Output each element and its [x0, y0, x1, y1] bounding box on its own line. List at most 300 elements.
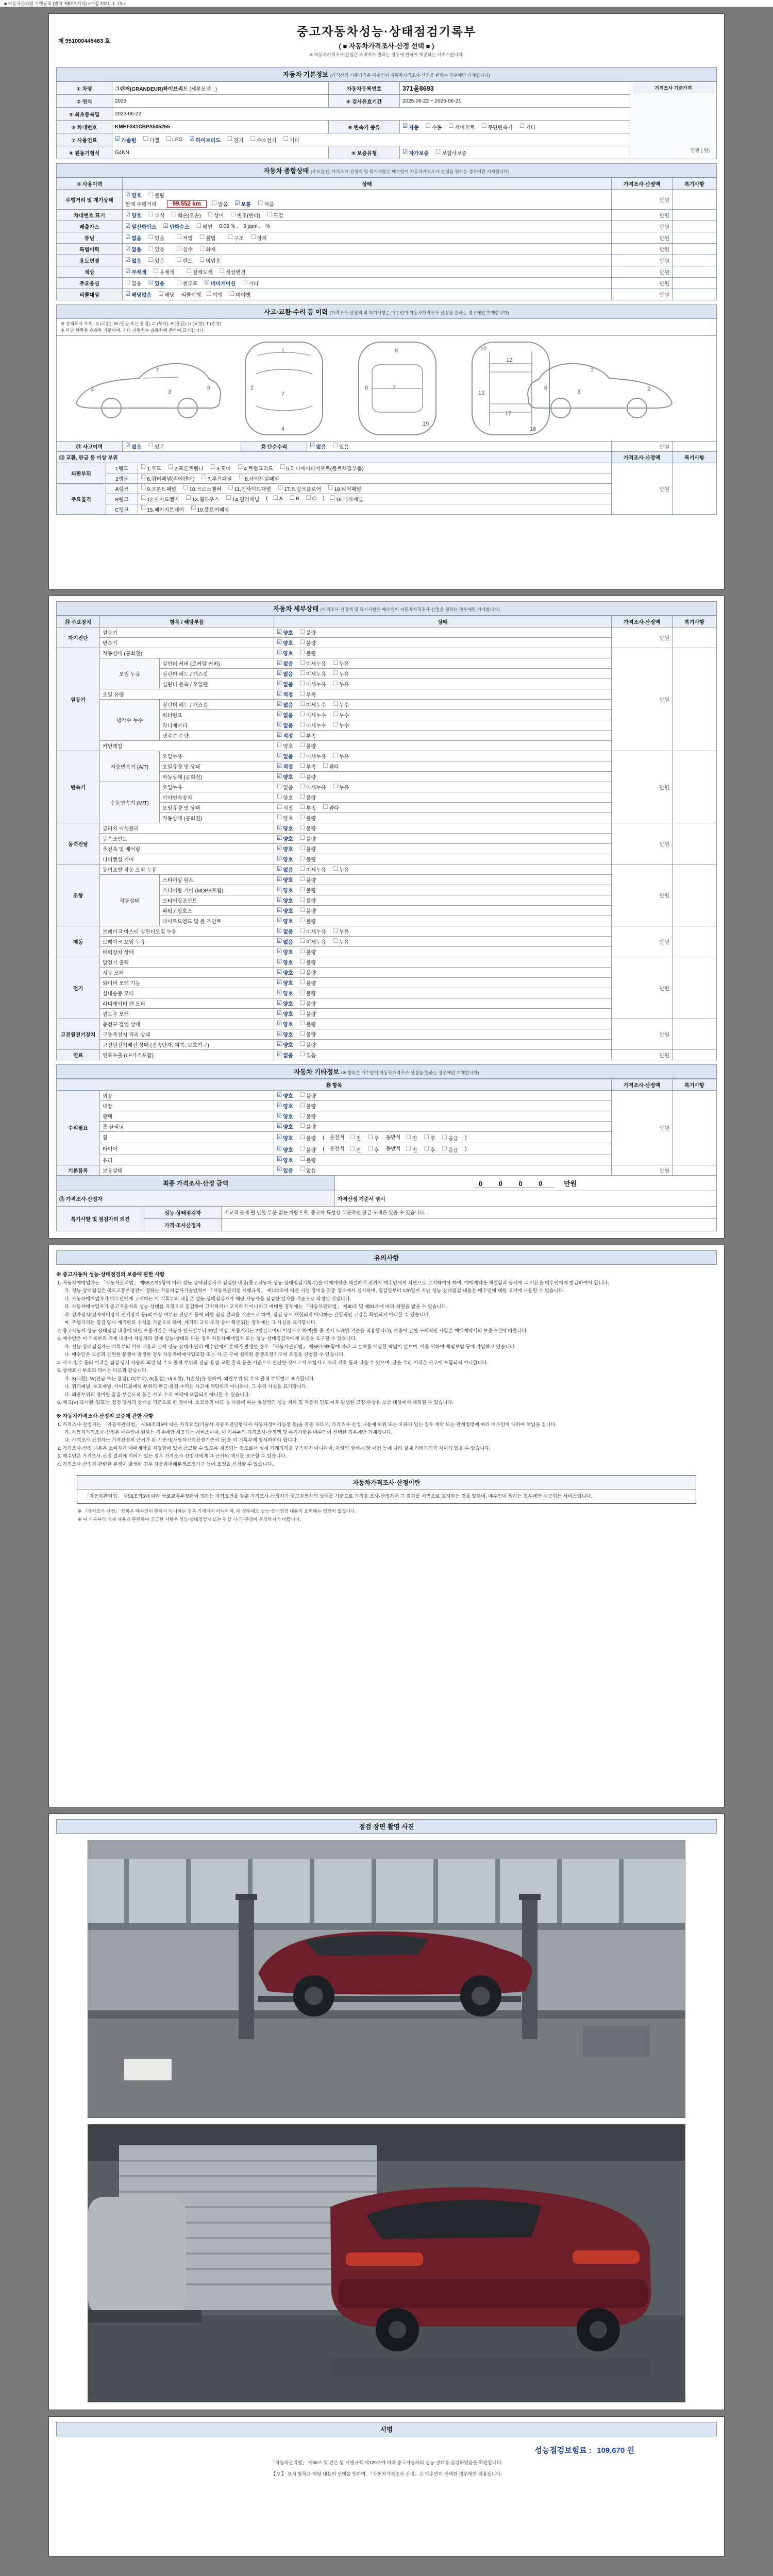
- checkbox-unchecked[interactable]: [323, 804, 339, 811]
- checkbox-unchecked[interactable]: [176, 234, 193, 242]
- checkbox-checked[interactable]: [277, 762, 293, 770]
- checkbox-unchecked[interactable]: [300, 762, 316, 770]
- basic-info-table: [56, 81, 717, 159]
- checkbox-unchecked[interactable]: [300, 907, 316, 914]
- checkbox-label: 가솔린: [121, 138, 137, 144]
- checkbox-unchecked[interactable]: [176, 257, 193, 264]
- checkbox-checked[interactable]: [148, 279, 165, 287]
- checkbox-unchecked[interactable]: [191, 505, 229, 513]
- checkbox-unchecked[interactable]: [300, 999, 316, 1007]
- checkbox-unchecked[interactable]: [206, 291, 223, 298]
- checkbox-checked[interactable]: [125, 223, 157, 230]
- checkbox-unchecked[interactable]: [220, 268, 246, 276]
- checkbox-checked[interactable]: [277, 1010, 293, 1018]
- checkbox-unchecked[interactable]: [141, 505, 184, 513]
- checkbox-checked[interactable]: [277, 938, 293, 945]
- checkbox-unchecked[interactable]: [300, 732, 316, 739]
- checkbox-checked[interactable]: [277, 1092, 293, 1099]
- checkbox-unchecked[interactable]: [125, 279, 142, 287]
- checkbox-label: 보험사보증: [442, 150, 467, 157]
- item-state: [274, 1050, 612, 1060]
- checkbox-checked[interactable]: [277, 958, 293, 966]
- checkbox-unchecked[interactable]: [448, 123, 475, 131]
- checkbox-checked[interactable]: [277, 989, 293, 997]
- checkbox-unchecked[interactable]: [212, 200, 228, 208]
- checkbox-unchecked[interactable]: [333, 670, 349, 677]
- checkbox-checked[interactable]: [277, 1134, 293, 1142]
- checkbox-unchecked[interactable]: [300, 1134, 316, 1142]
- checkbox-unchecked[interactable]: [141, 474, 195, 482]
- notice-paragraph: 가. X(교환), W(판금 또는 용접), C(부식), A(흠집), U(요철), T(손상)을 뜻하며, 외판부위 및 주요 골격 부위별로 표기합니다.: [64, 1376, 315, 1381]
- checkbox-unchecked[interactable]: [300, 1030, 316, 1038]
- checkbox-label: 11.인사이드패널: [234, 486, 271, 493]
- checkbox-label: 6.쿼터패널(리어펜더): [147, 476, 195, 482]
- checkbox-unchecked[interactable]: [368, 1134, 379, 1142]
- checkbox-checked[interactable]: [277, 659, 293, 667]
- checkbox-checked[interactable]: [277, 1051, 293, 1059]
- checkbox-unchecked[interactable]: [143, 136, 159, 144]
- checkbox-unchecked[interactable]: [153, 268, 174, 276]
- inline-label: ): [465, 1135, 467, 1141]
- checkbox-checked[interactable]: [277, 979, 293, 987]
- checkbox-unchecked[interactable]: [333, 783, 349, 791]
- note-cell: [673, 1165, 717, 1175]
- checkbox-label: 상이: [214, 213, 224, 219]
- photo-garage-svg: [88, 2125, 685, 2402]
- checkbox-unchecked[interactable]: [300, 1102, 316, 1110]
- checkbox-checked[interactable]: [277, 670, 293, 677]
- checkbox-unchecked[interactable]: [168, 464, 204, 472]
- checkbox-unchecked[interactable]: [300, 1112, 316, 1120]
- checkbox-unchecked[interactable]: [141, 485, 176, 493]
- checkbox-unchecked[interactable]: [306, 496, 316, 502]
- checkbox-unchecked[interactable]: [176, 279, 197, 287]
- checkbox-unchecked[interactable]: [300, 721, 326, 729]
- notice-paragraph: 다. 자동차매매업자가 중고자동차의 성능·상태를 거짓으로 점검하여 고지하거나 고지하지 아니하고 매매한 경우에는 「자동차관리법」 제80조 및 제81조에 따라 처벌을 받을 수 있습니다.: [64, 1304, 448, 1310]
- checkbox-unchecked[interactable]: [333, 659, 349, 667]
- state-line: [125, 290, 609, 299]
- row-state: [123, 255, 612, 266]
- table-row: [57, 278, 717, 289]
- checkbox-checked[interactable]: [189, 136, 221, 144]
- opinion-table: [56, 1206, 717, 1231]
- checkbox-unchecked[interactable]: [226, 495, 259, 503]
- state-line: [125, 245, 609, 253]
- checkbox-unchecked[interactable]: [481, 123, 513, 131]
- checkbox-label: 불량: [306, 1114, 316, 1120]
- checkbox-unchecked[interactable]: [333, 866, 349, 873]
- price-cell: 만원: [612, 865, 673, 926]
- checkbox-unchecked[interactable]: [300, 969, 316, 976]
- frame-label: 주요골격: [57, 483, 106, 514]
- checkbox-checked[interactable]: [277, 866, 293, 873]
- checkbox-checked[interactable]: [277, 835, 293, 842]
- checkbox-unchecked[interactable]: [435, 149, 467, 157]
- checkbox-unchecked[interactable]: [300, 783, 326, 791]
- checkbox-label: 장치: [257, 236, 267, 242]
- checkbox-icon: ☐: [176, 234, 182, 241]
- checkbox-unchecked[interactable]: [300, 670, 326, 677]
- checkbox-unchecked[interactable]: [148, 443, 165, 450]
- checkbox-unchecked[interactable]: [442, 1146, 459, 1154]
- checkbox-unchecked[interactable]: [290, 496, 299, 502]
- checkbox-unchecked[interactable]: [277, 793, 293, 801]
- checkbox-unchecked[interactable]: [333, 721, 349, 729]
- checkbox-unchecked[interactable]: [300, 1166, 316, 1174]
- table-row: [57, 232, 717, 244]
- checkbox-unchecked[interactable]: [267, 211, 283, 219]
- checkbox-checked[interactable]: [277, 639, 293, 647]
- checkbox-unchecked[interactable]: [329, 495, 363, 503]
- checkbox-unchecked[interactable]: [300, 742, 316, 750]
- checkbox-checked[interactable]: [125, 257, 142, 264]
- form-reference-text: ■ 자동차관리법 시행규칙 [별지 제82호서식] <개정 2021. 1. 19.>: [4, 1, 126, 6]
- checkbox-checked[interactable]: [277, 773, 293, 781]
- checkbox-checked[interactable]: [402, 149, 429, 157]
- checkbox-checked[interactable]: [277, 701, 293, 708]
- checkbox-checked[interactable]: [277, 732, 293, 739]
- checkbox-checked[interactable]: [277, 1112, 293, 1120]
- checkbox-unchecked[interactable]: [300, 690, 316, 698]
- checkbox-icon: ☑: [277, 886, 282, 893]
- checkbox-icon: ☑: [277, 866, 282, 872]
- checkbox-label: 누유: [339, 662, 349, 667]
- checkbox-unchecked[interactable]: [300, 659, 326, 667]
- checkbox-checked[interactable]: [277, 927, 293, 935]
- table-row: [57, 865, 717, 875]
- group-label: 원동기: [57, 648, 100, 751]
- checkbox-unchecked[interactable]: [300, 979, 316, 987]
- checkbox-label: 1.후드: [147, 466, 161, 472]
- note-cell: [673, 628, 717, 648]
- checkbox-label: 15.패키지트레이: [147, 507, 184, 513]
- checkbox-label: 없음: [306, 1168, 316, 1174]
- checkbox-unchecked[interactable]: [196, 223, 213, 230]
- checkbox-unchecked[interactable]: [148, 211, 165, 219]
- checkbox-checked[interactable]: [277, 824, 293, 832]
- checkbox-unchecked[interactable]: [424, 1146, 435, 1154]
- checkbox-unchecked[interactable]: [300, 958, 316, 966]
- checkbox-unchecked[interactable]: [300, 629, 316, 636]
- checkbox-unchecked[interactable]: [424, 1134, 435, 1142]
- checkbox-unchecked[interactable]: [148, 234, 165, 242]
- checkbox-checked[interactable]: [402, 123, 419, 131]
- inline-label: %: [265, 224, 271, 229]
- checkbox-checked[interactable]: [277, 896, 293, 904]
- checkbox-unchecked[interactable]: [199, 245, 216, 253]
- checkbox-unchecked[interactable]: [183, 485, 222, 493]
- item-state: [274, 1155, 612, 1165]
- price-cell: 만원: [612, 628, 673, 648]
- checkbox-checked[interactable]: [277, 876, 293, 884]
- checkbox-unchecked[interactable]: [519, 123, 536, 131]
- checkbox-checked[interactable]: [277, 855, 293, 863]
- checkbox-unchecked[interactable]: [300, 701, 326, 708]
- checkbox-checked[interactable]: [277, 907, 293, 914]
- rank-label: C랭크: [106, 504, 138, 514]
- checkbox-checked[interactable]: [277, 1020, 293, 1028]
- checkbox-checked[interactable]: [163, 223, 190, 230]
- checkbox-unchecked[interactable]: [199, 234, 216, 242]
- checkbox-checked[interactable]: [125, 245, 142, 253]
- checkbox-icon: ☑: [125, 268, 131, 275]
- checkbox-unchecked[interactable]: [199, 257, 221, 264]
- checkbox-unchecked[interactable]: [141, 495, 179, 503]
- checkbox-checked[interactable]: [125, 191, 142, 199]
- checkbox-icon: ☑: [277, 1010, 282, 1016]
- checkbox-unchecked[interactable]: [277, 804, 293, 811]
- checkbox-label: 불량: [306, 888, 316, 894]
- checkbox-icon: ☐: [299, 1041, 305, 1047]
- checkbox-unchecked[interactable]: [300, 886, 316, 894]
- engine-value: G4NN: [112, 146, 329, 159]
- checkbox-checked[interactable]: [277, 1030, 293, 1038]
- item-label: 내장: [100, 1101, 274, 1111]
- item-label: 실린더 헤드 / 개스킷: [160, 700, 274, 710]
- checkbox-unchecked[interactable]: [300, 1123, 316, 1130]
- checkbox-checked[interactable]: [125, 291, 152, 298]
- checkbox-unchecked[interactable]: [300, 845, 316, 853]
- checkbox-checked[interactable]: [277, 1146, 293, 1154]
- checkbox-unchecked[interactable]: [328, 485, 361, 493]
- checkbox-unchecked[interactable]: [300, 896, 316, 904]
- checkbox-unchecked[interactable]: [280, 464, 364, 472]
- checkbox-unchecked[interactable]: [258, 200, 274, 208]
- checkbox-unchecked[interactable]: [300, 814, 316, 822]
- checkbox-icon: ☑: [277, 732, 282, 738]
- checkbox-unchecked[interactable]: [300, 793, 316, 801]
- checkbox-checked[interactable]: [277, 999, 293, 1007]
- checkbox-checked[interactable]: [234, 200, 251, 208]
- checkbox-icon: ☑: [277, 1134, 282, 1141]
- checkbox-unchecked[interactable]: [300, 1041, 316, 1048]
- checkbox-unchecked[interactable]: [300, 917, 316, 925]
- checkbox-label: 누유: [339, 682, 349, 688]
- checkbox-label: 썬루프: [182, 281, 198, 287]
- checkbox-checked[interactable]: [125, 268, 146, 276]
- checkbox-unchecked[interactable]: [300, 1156, 316, 1164]
- car-damage-diagram: [56, 336, 717, 442]
- checkbox-unchecked[interactable]: [323, 762, 339, 770]
- checkbox-unchecked[interactable]: [333, 752, 349, 760]
- inline-label: 운전석: [329, 1146, 345, 1153]
- checkbox-unchecked[interactable]: [208, 211, 224, 219]
- checkbox-checked[interactable]: [277, 1123, 293, 1130]
- checkbox-unchecked[interactable]: [201, 474, 232, 482]
- checkbox-unchecked[interactable]: [250, 136, 277, 144]
- checkbox-unchecked[interactable]: [300, 1146, 316, 1154]
- checkbox-label: 양호: [283, 816, 293, 822]
- checkbox-unchecked[interactable]: [300, 1010, 316, 1018]
- checkbox-checked[interactable]: [277, 1102, 293, 1110]
- checkbox-checked[interactable]: [115, 136, 136, 144]
- checkbox-icon: ☑: [148, 279, 154, 286]
- checkbox-unchecked[interactable]: [239, 474, 279, 482]
- checkbox-checked[interactable]: [277, 969, 293, 976]
- item-label: 타이로드엔드 및 볼 조인트: [160, 916, 274, 926]
- table-row: [57, 255, 717, 266]
- checkbox-unchecked[interactable]: [300, 1020, 316, 1028]
- checkbox-unchecked[interactable]: [333, 701, 349, 708]
- item-label: 실린더 블록 / 오일팬: [160, 679, 274, 689]
- checkbox-icon: ☐: [332, 659, 338, 666]
- checkbox-unchecked[interactable]: [238, 464, 273, 472]
- svg-text:12: 12: [506, 357, 513, 363]
- checkbox-checked[interactable]: [277, 1041, 293, 1048]
- checkbox-icon: ☐: [299, 948, 305, 955]
- checkbox-unchecked[interactable]: [300, 876, 316, 884]
- checkbox-unchecked[interactable]: [350, 1146, 361, 1154]
- checkbox-label: 불량: [306, 971, 316, 976]
- checkbox-unchecked[interactable]: [158, 291, 175, 298]
- checkbox-label: 미이행: [236, 293, 251, 298]
- checkbox-unchecked[interactable]: [300, 639, 316, 647]
- checkbox-unchecked[interactable]: [228, 234, 244, 242]
- item-state: [274, 761, 612, 772]
- checkbox-unchecked[interactable]: [300, 649, 316, 657]
- checkbox-unchecked[interactable]: [277, 783, 293, 791]
- checkbox-unchecked[interactable]: [210, 464, 231, 472]
- checkbox-unchecked[interactable]: [333, 443, 349, 450]
- checkbox-label: 부족: [306, 734, 316, 739]
- checkbox-checked[interactable]: [277, 680, 293, 688]
- checkbox-checked[interactable]: [277, 629, 293, 636]
- misc-info-table: [56, 1079, 717, 1176]
- checkbox-label: 변조(변타): [237, 213, 261, 219]
- checkbox-unchecked[interactable]: [148, 191, 165, 199]
- checkbox-unchecked[interactable]: [300, 1051, 316, 1059]
- checkbox-icon: ☑: [277, 958, 282, 965]
- checkbox-checked[interactable]: [277, 690, 293, 698]
- checkbox-icon: ☐: [230, 211, 236, 218]
- checkbox-label: 8.사이드실패널: [245, 476, 279, 482]
- checkbox-unchecked[interactable]: [283, 136, 299, 144]
- checkbox-unchecked[interactable]: [242, 279, 259, 287]
- item-state: [274, 844, 612, 854]
- checkbox-unchecked[interactable]: [300, 927, 326, 935]
- checkbox-checked[interactable]: [310, 443, 326, 450]
- checkbox-unchecked[interactable]: [300, 835, 316, 842]
- checkbox-checked[interactable]: [125, 443, 142, 450]
- checkbox-unchecked[interactable]: [148, 245, 165, 253]
- checkbox-unchecked[interactable]: [333, 927, 349, 935]
- checkbox-checked[interactable]: [277, 752, 293, 760]
- checkbox-checked[interactable]: [125, 234, 142, 242]
- note-cell: [673, 244, 717, 255]
- checkbox-label: 불량: [306, 641, 316, 647]
- checkbox-unchecked[interactable]: [228, 485, 271, 493]
- checkbox-unchecked[interactable]: [273, 496, 283, 502]
- checkbox-checked[interactable]: [277, 721, 293, 729]
- checkbox-unchecked[interactable]: [277, 742, 293, 750]
- checkbox-unchecked[interactable]: [300, 1092, 316, 1099]
- notice-paragraph: 다. 외판부위의 경미한 흠집·부분도색 등은 사고·수리 이력에 포함되지 아니할 수 있습니다.: [64, 1392, 250, 1397]
- notice-paragraph: 가. 자동차가격조사·산정은 매수인이 원하는 경우에만 제공되는 서비스이며, 이 기록부의 가격조사·산정액 및 특기사항은 매수인이 선택한 경우에만 기재됩니다.: [64, 1429, 393, 1435]
- checkbox-checked[interactable]: [125, 211, 142, 219]
- checkbox-checked[interactable]: [277, 1166, 293, 1174]
- checkbox-checked[interactable]: [277, 711, 293, 719]
- item-label: 변속기: [100, 638, 274, 648]
- checkbox-unchecked[interactable]: [300, 989, 316, 997]
- checkbox-unchecked[interactable]: [333, 711, 349, 719]
- price-cell: 만원: [612, 210, 673, 221]
- checkbox-unchecked[interactable]: [166, 137, 182, 143]
- checkbox-unchecked[interactable]: [250, 234, 267, 242]
- checkbox-unchecked[interactable]: [148, 257, 165, 264]
- table-row: [57, 95, 717, 108]
- state-line: [125, 256, 609, 265]
- checkbox-label: 불량: [306, 1012, 316, 1018]
- checkbox-checked[interactable]: [277, 917, 293, 925]
- checkbox-unchecked[interactable]: [333, 938, 349, 945]
- checkbox-unchecked[interactable]: [300, 680, 326, 688]
- checkbox-unchecked[interactable]: [141, 464, 161, 472]
- checkbox-unchecked[interactable]: [442, 1134, 459, 1142]
- item-label: 충전구 절연 상태: [100, 1019, 274, 1029]
- checkbox-checked[interactable]: [277, 1156, 293, 1164]
- checkbox-checked[interactable]: [277, 649, 293, 657]
- item-state: [274, 947, 612, 957]
- checkbox-unchecked[interactable]: [277, 814, 293, 822]
- checkbox-unchecked[interactable]: [231, 211, 261, 219]
- svg-text:6: 6: [544, 384, 548, 391]
- section-summary-title: 자동차 종합상태: [263, 167, 309, 175]
- row-state: [123, 289, 612, 300]
- checkbox-unchecked[interactable]: [278, 485, 321, 493]
- svg-text:19: 19: [423, 420, 429, 427]
- checkbox-unchecked[interactable]: [406, 1146, 417, 1154]
- table-row: [57, 266, 717, 278]
- checkbox-icon: ☐: [199, 257, 205, 263]
- page-3: [48, 1245, 725, 1807]
- checkbox-unchecked[interactable]: [176, 245, 193, 253]
- checkbox-unchecked[interactable]: [300, 948, 316, 956]
- checkbox-unchecked[interactable]: [229, 291, 250, 298]
- checkbox-unchecked[interactable]: [186, 495, 220, 503]
- checkbox-unchecked[interactable]: [406, 1134, 417, 1142]
- checkbox-unchecked[interactable]: [368, 1146, 379, 1154]
- checkbox-unchecked[interactable]: [300, 938, 326, 945]
- item-state: [274, 1143, 612, 1155]
- checkbox-checked[interactable]: [277, 948, 293, 956]
- checkbox-checked[interactable]: [277, 886, 293, 894]
- final-price-unit: 만원: [564, 1179, 577, 1188]
- checkbox-label: 19.플로어패널: [197, 507, 229, 513]
- checkbox-label: 많음: [218, 202, 228, 208]
- checkbox-unchecked[interactable]: [333, 680, 349, 688]
- checkbox-unchecked[interactable]: [300, 855, 316, 863]
- checkbox-unchecked[interactable]: [171, 211, 201, 219]
- checkbox-unchecked[interactable]: [300, 866, 326, 873]
- notice-paragraph: 나. 가격조사·산정자는 가격산정의 근거가 된 기준서(자동차가격산정기준서 등)를 이 기록부에 명시하여야 합니다.: [64, 1437, 298, 1443]
- checkbox-unchecked[interactable]: [350, 1134, 361, 1142]
- checkbox-unchecked[interactable]: [227, 136, 244, 144]
- checkbox-icon: ☐: [332, 711, 338, 718]
- checkbox-checked[interactable]: [277, 845, 293, 853]
- checkbox-icon: ☐: [299, 639, 305, 646]
- checkbox-unchecked[interactable]: [300, 711, 326, 719]
- table-row: [57, 957, 717, 968]
- checkbox-unchecked[interactable]: [187, 268, 213, 276]
- checkbox-unchecked[interactable]: [300, 773, 316, 781]
- checkbox-unchecked[interactable]: [426, 123, 442, 131]
- checkbox-unchecked[interactable]: [300, 804, 316, 811]
- inspection-photo-lift: [88, 1840, 685, 2118]
- checkbox-unchecked[interactable]: [300, 752, 326, 760]
- checkbox-unchecked[interactable]: [300, 824, 316, 832]
- notice-paragraph: 6. 체크(V) 표시된 '양호'는 점검 당시의 상태를 기준으로 한 것이며, 소모품의 마모 등 사용에 따른 통상적인 성능 저하 및 자동차 인도 이후 발생한 고장·손상은 보증 대상에서 제외될 수 있습니다.: [57, 1400, 453, 1405]
- checkbox-checked[interactable]: [205, 279, 236, 287]
